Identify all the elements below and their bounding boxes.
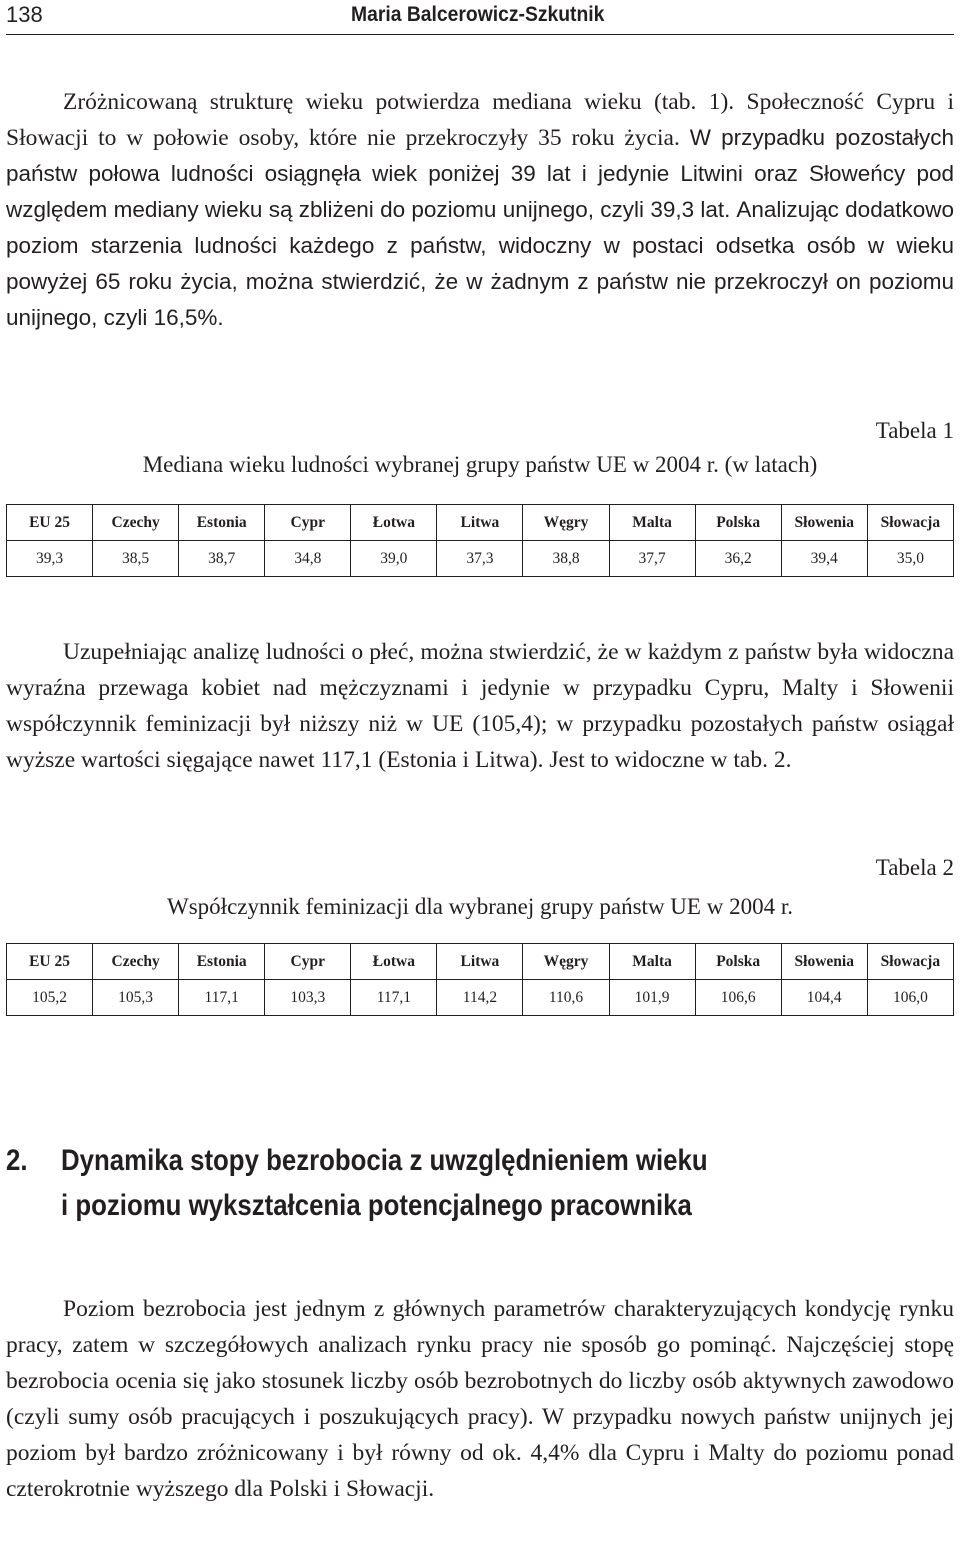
table-2-caption: Współczynnik feminizacji dla wybranej grupy państw UE w 2004 r. xyxy=(167,894,793,919)
table-cell: 38,7 xyxy=(179,541,265,577)
table-cell: 38,8 xyxy=(523,541,609,577)
table-cell: 101,9 xyxy=(609,980,695,1016)
table-cell: 110,6 xyxy=(523,980,609,1016)
column-header: Malta xyxy=(609,505,695,541)
table-2-feminization-ratio xyxy=(6,943,954,1016)
paragraph-age-structure xyxy=(6,84,954,336)
column-header: Polska xyxy=(695,944,781,980)
table-cell: 37,3 xyxy=(437,541,523,577)
table-cell: 35,0 xyxy=(867,541,953,577)
column-header: Łotwa xyxy=(351,505,437,541)
paragraph-unemployment: Poziom bezrobocia jest jednym z głównych parametrów charakteryzujących kondycję rynku pracy, zatem w szczegółowych analizach rynku pracy nie sposób go pominąć. Najczęściej stopę bezrobocia ocenia się jako stosunek liczby osób bezrobotnych do liczby osób aktywnych zawodowo (czyli sumy osób pracujących i poszukujących pracy). W przypadku nowych państw unijnych jej poziom był bardzo zróżnicowany i był równy od ok. 4,4% dla Cypru i Malty do poziomu ponad czterokrotnie wyższego dla Polski i Słowacji. xyxy=(6,1296,954,1502)
column-header: Cypr xyxy=(265,505,351,541)
section-number: 2. xyxy=(6,1144,28,1177)
column-header: EU 25 xyxy=(7,944,93,980)
column-header: Słowenia xyxy=(781,944,867,980)
table-cell: 39,3 xyxy=(7,541,93,577)
column-header: Estonia xyxy=(179,944,265,980)
column-header: Węgry xyxy=(523,505,609,541)
table-cell: 39,0 xyxy=(351,541,437,577)
column-header: Cypr xyxy=(265,944,351,980)
table-cell: 38,5 xyxy=(93,541,179,577)
column-header: Litwa xyxy=(437,944,523,980)
paragraph-feminization: Uzupełniając analizę ludności o płeć, można stwierdzić, że w każdym z państw była widoczna wyraźna przewaga kobiet nad mężczyznami i jedynie w przypadku Cypru, Malty i Słowenii współczynnik feminizacji był niższy niż w UE (105,4); w przypadku pozostałych państw osiągał wyższe wartości sięgające nawet 117,1 (Estonia i Litwa). Jest to widoczne w tab. 2. xyxy=(6,639,954,773)
column-header: Łotwa xyxy=(351,944,437,980)
paragraph-part: Analizując dodatkowo poziom starzenia ludności każdego z państw, widoczny w postaci odsetka osób w wieku powyżej 65 roku życia, można stwierdzić, że w żadnym z państw nie przekroczył on poziomu unijnego, czyli 16,5%. xyxy=(6,197,954,330)
column-header: Węgry xyxy=(523,944,609,980)
table-cell: 114,2 xyxy=(437,980,523,1016)
table-cell: 106,6 xyxy=(695,980,781,1016)
section-title-line-2: i poziomu wykształcenia potencjalnego pracownika xyxy=(61,1189,692,1222)
table-cell: 39,4 xyxy=(781,541,867,577)
column-header: Estonia xyxy=(179,505,265,541)
column-header: EU 25 xyxy=(7,505,93,541)
table-cell: 106,0 xyxy=(867,980,953,1016)
column-header: Malta xyxy=(609,944,695,980)
column-header: Słowenia xyxy=(781,505,867,541)
running-head-author: Maria Balcerowicz-Szkutnik xyxy=(351,3,605,26)
table-cell: 37,7 xyxy=(609,541,695,577)
table-cell: 34,8 xyxy=(265,541,351,577)
column-header: Czechy xyxy=(93,505,179,541)
section-heading xyxy=(6,1138,821,1228)
paragraph-part: Zróżnicowaną strukturę wieku potwierdza mediana wieku (tab. 1). Społeczność Cypru i Słowacji to w połowie osoby, które nie przekroczyły 35 roku życia. xyxy=(6,89,954,151)
table-cell: 105,3 xyxy=(93,980,179,1016)
table-cell: 104,4 xyxy=(781,980,867,1016)
table-cell: 103,3 xyxy=(265,980,351,1016)
page-header xyxy=(6,0,954,35)
table-1-label: Tabela 1 xyxy=(875,418,954,443)
table-1-caption: Mediana wieku ludności wybranej grupy państw UE w 2004 r. (w latach) xyxy=(142,452,818,477)
table-cell: 117,1 xyxy=(179,980,265,1016)
column-header: Litwa xyxy=(437,505,523,541)
section-title-line-1: Dynamika stopy bezrobocia z uwzględnieniem wieku xyxy=(61,1144,708,1177)
page-number: 138 xyxy=(6,2,43,27)
table-header-row xyxy=(7,505,954,541)
table-row xyxy=(7,980,954,1016)
table-cell: 117,1 xyxy=(351,980,437,1016)
table-row xyxy=(7,541,954,577)
table-1-median-age xyxy=(6,504,954,577)
table-header-row xyxy=(7,944,954,980)
column-header: Polska xyxy=(695,505,781,541)
paragraph-part: W przypadku pozostałych państw połowa ludności osiągnęła wiek poniżej 39 lat i jedynie Litwini oraz Słoweńcy pod względem mediany wieku są zbliżeni do poziomu unijnego, czyli 39,3 lat. xyxy=(6,125,954,222)
column-header: Słowacja xyxy=(867,944,953,980)
table-2-label: Tabela 2 xyxy=(875,855,954,880)
table-cell: 36,2 xyxy=(695,541,781,577)
table-cell: 105,2 xyxy=(7,980,93,1016)
column-header: Czechy xyxy=(93,944,179,980)
column-header: Słowacja xyxy=(867,505,953,541)
